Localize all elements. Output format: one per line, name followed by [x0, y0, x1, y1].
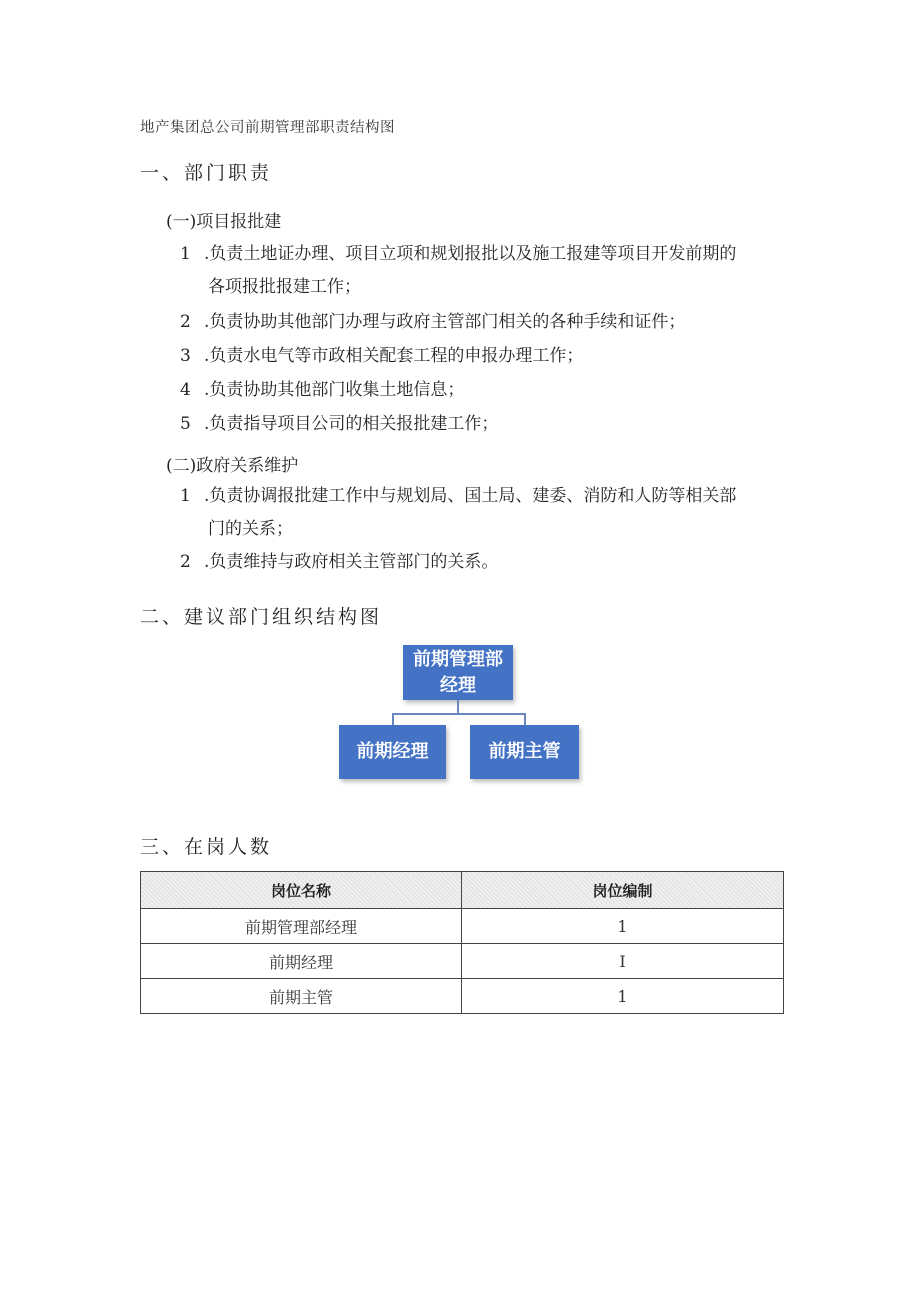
org-box-pre-development-supervisor: 前期主管 — [470, 725, 579, 779]
headcount-cell: 1 — [462, 979, 784, 1014]
duty-item — [180, 306, 790, 339]
duty-item-text: .负责水电气等市政相关配套工程的申报办理工作； — [204, 346, 584, 366]
position-cell: 前期管理部经理 — [141, 909, 462, 944]
section-heading-org-chart: 二、建议部门组织结构图 — [140, 606, 383, 628]
duty-item-text-continued: 门的关系； — [208, 519, 293, 539]
duty-item-text: .负责土地证办理、项目立项和规划报批以及施工报建等项目开发前期的 — [204, 244, 737, 264]
duty-item-text: .负责指导项目公司的相关报批建工作； — [204, 414, 499, 434]
column-header-position: 岗位名称 — [141, 872, 462, 909]
position-cell: 前期经理 — [141, 944, 462, 979]
document-title: 地产集团总公司前期管理部职责结构图 — [140, 120, 395, 136]
duty-item — [180, 408, 790, 441]
duty-item-text: .负责维持与政府相关主管部门的关系。 — [204, 552, 499, 572]
table-row — [141, 979, 784, 1014]
table-row — [141, 909, 784, 944]
staffing-table — [140, 871, 784, 1014]
duty-item-number: 5 — [180, 414, 191, 434]
duty-item — [180, 480, 790, 546]
org-box-label-line2: 经理 — [440, 674, 476, 696]
group-title-government-relations: (二)政府关系维护 — [166, 456, 299, 476]
duty-item — [180, 546, 790, 579]
org-box-pre-development-manager: 前期经理 — [339, 725, 446, 779]
org-connector-right — [524, 713, 526, 725]
duty-item-number: 1 — [180, 486, 191, 506]
table-row — [141, 944, 784, 979]
duty-item-number: 1 — [180, 244, 191, 264]
duty-item-number: 3 — [180, 346, 191, 366]
table-header-row — [141, 872, 784, 909]
duty-item-text: .负责协助其他部门办理与政府主管部门相关的各种手续和证件； — [204, 312, 686, 332]
position-cell: 前期主管 — [141, 979, 462, 1014]
duty-item — [180, 340, 790, 373]
duty-item-text-continued: 各项报批报建工作； — [208, 277, 361, 297]
column-header-headcount: 岗位编制 — [462, 872, 784, 909]
org-connector-left — [392, 713, 394, 725]
duty-item — [180, 238, 790, 304]
duty-item-number: 2 — [180, 312, 191, 332]
org-connector-vertical — [457, 700, 459, 713]
org-box-label-line1: 前期管理部 — [413, 648, 503, 670]
org-connector-horizontal — [392, 713, 526, 715]
duty-item-text: .负责协调报批建工作中与规划局、国土局、建委、消防和人防等相关部 — [204, 486, 737, 506]
group-title-approval: (一)项目报批建 — [166, 212, 282, 232]
duty-item-number: 4 — [180, 380, 191, 400]
duty-item-number: 2 — [180, 552, 191, 572]
section-heading-staffing: 三、在岗人数 — [140, 836, 273, 858]
headcount-cell: I — [462, 944, 784, 979]
headcount-cell: 1 — [462, 909, 784, 944]
section-heading-duties: 一、部门职责 — [140, 162, 273, 184]
duty-item-text: .负责协助其他部门收集土地信息； — [204, 380, 465, 400]
duty-item — [180, 374, 790, 407]
org-box-department-manager — [403, 645, 513, 700]
